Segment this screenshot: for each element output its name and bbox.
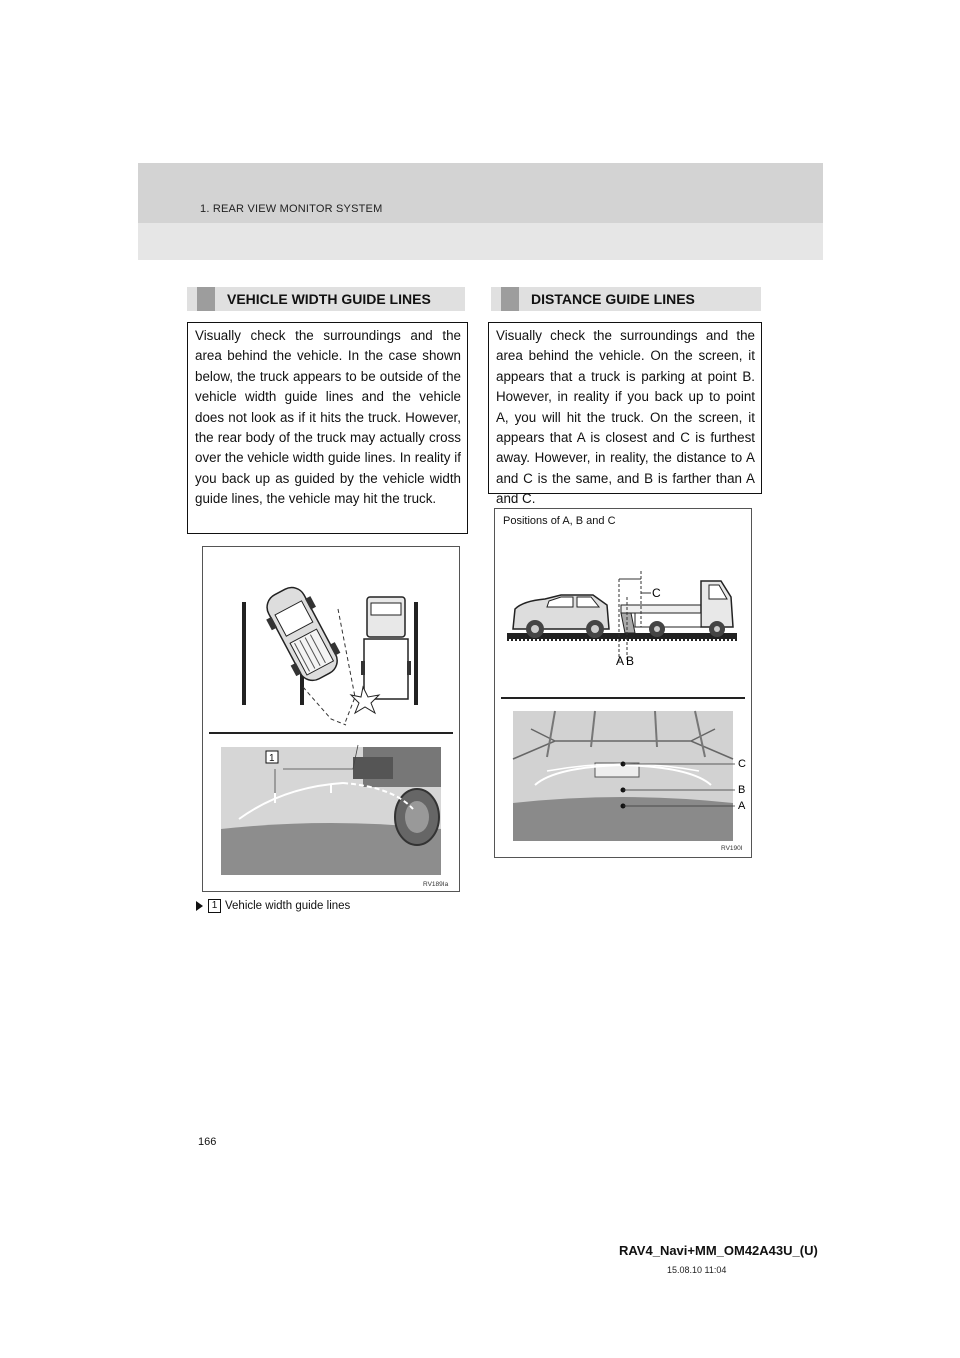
figure-code: RV189Ia [423, 881, 449, 888]
figure-caption [196, 899, 350, 913]
figure-code: RV190I [721, 845, 743, 852]
heading-marker [197, 287, 215, 311]
distance-illustration [495, 509, 751, 857]
label-b-top: B [626, 654, 635, 668]
label-a-top: A [615, 654, 624, 668]
document-id: RAV4_Navi+MM_OM42A43U_(U) [619, 1243, 818, 1258]
figure-title: Positions of A, B and C [503, 515, 616, 527]
label-a-screen: A [738, 800, 746, 812]
section-heading-distance [491, 287, 761, 311]
caption-number: 1 [208, 899, 221, 913]
heading-text: DISTANCE GUIDE LINES [531, 291, 695, 307]
section-heading-width [187, 287, 465, 311]
page-number: 166 [198, 1136, 217, 1148]
document-timestamp: 15.08.10 11:04 [667, 1265, 727, 1275]
caption-text: Vehicle width guide lines [225, 900, 351, 913]
chapter-title: 1. REAR VIEW MONITOR SYSTEM [200, 203, 383, 215]
section-body-distance: Visually check the surroundings and the area behind the vehicle. On the screen, it appears that a truck is parking at point B. However, in reality if you back up to point A, you will hit the truck. On the screen, it appears that A is closest and C is furthest away. However, in reality, the distance to A and C is the same, and B is farther than A and C. [488, 322, 762, 494]
arrow-right-icon [196, 901, 203, 911]
figure-distance [494, 508, 752, 858]
section-body-width: Visually check the surroundings and the area behind the vehicle. In the case shown below, the truck appears to be outside of the vehicle width guide lines and the vehicle does not look as if it hits the truck. However, the rear body of the truck may actually cross over the vehicle width guide lines. In reality if you back up as guided by the vehicle width guide lines, the vehicle may hit the truck. [187, 322, 468, 534]
label-c-screen: C [738, 758, 746, 770]
figure-vehicle-width [202, 546, 460, 892]
vehicle-width-illustration [203, 547, 459, 891]
heading-marker [501, 287, 519, 311]
callout-number-1: 1 [269, 753, 275, 764]
label-c-top: C [652, 586, 661, 600]
label-b-screen: B [738, 784, 746, 796]
heading-text: VEHICLE WIDTH GUIDE LINES [227, 291, 431, 307]
